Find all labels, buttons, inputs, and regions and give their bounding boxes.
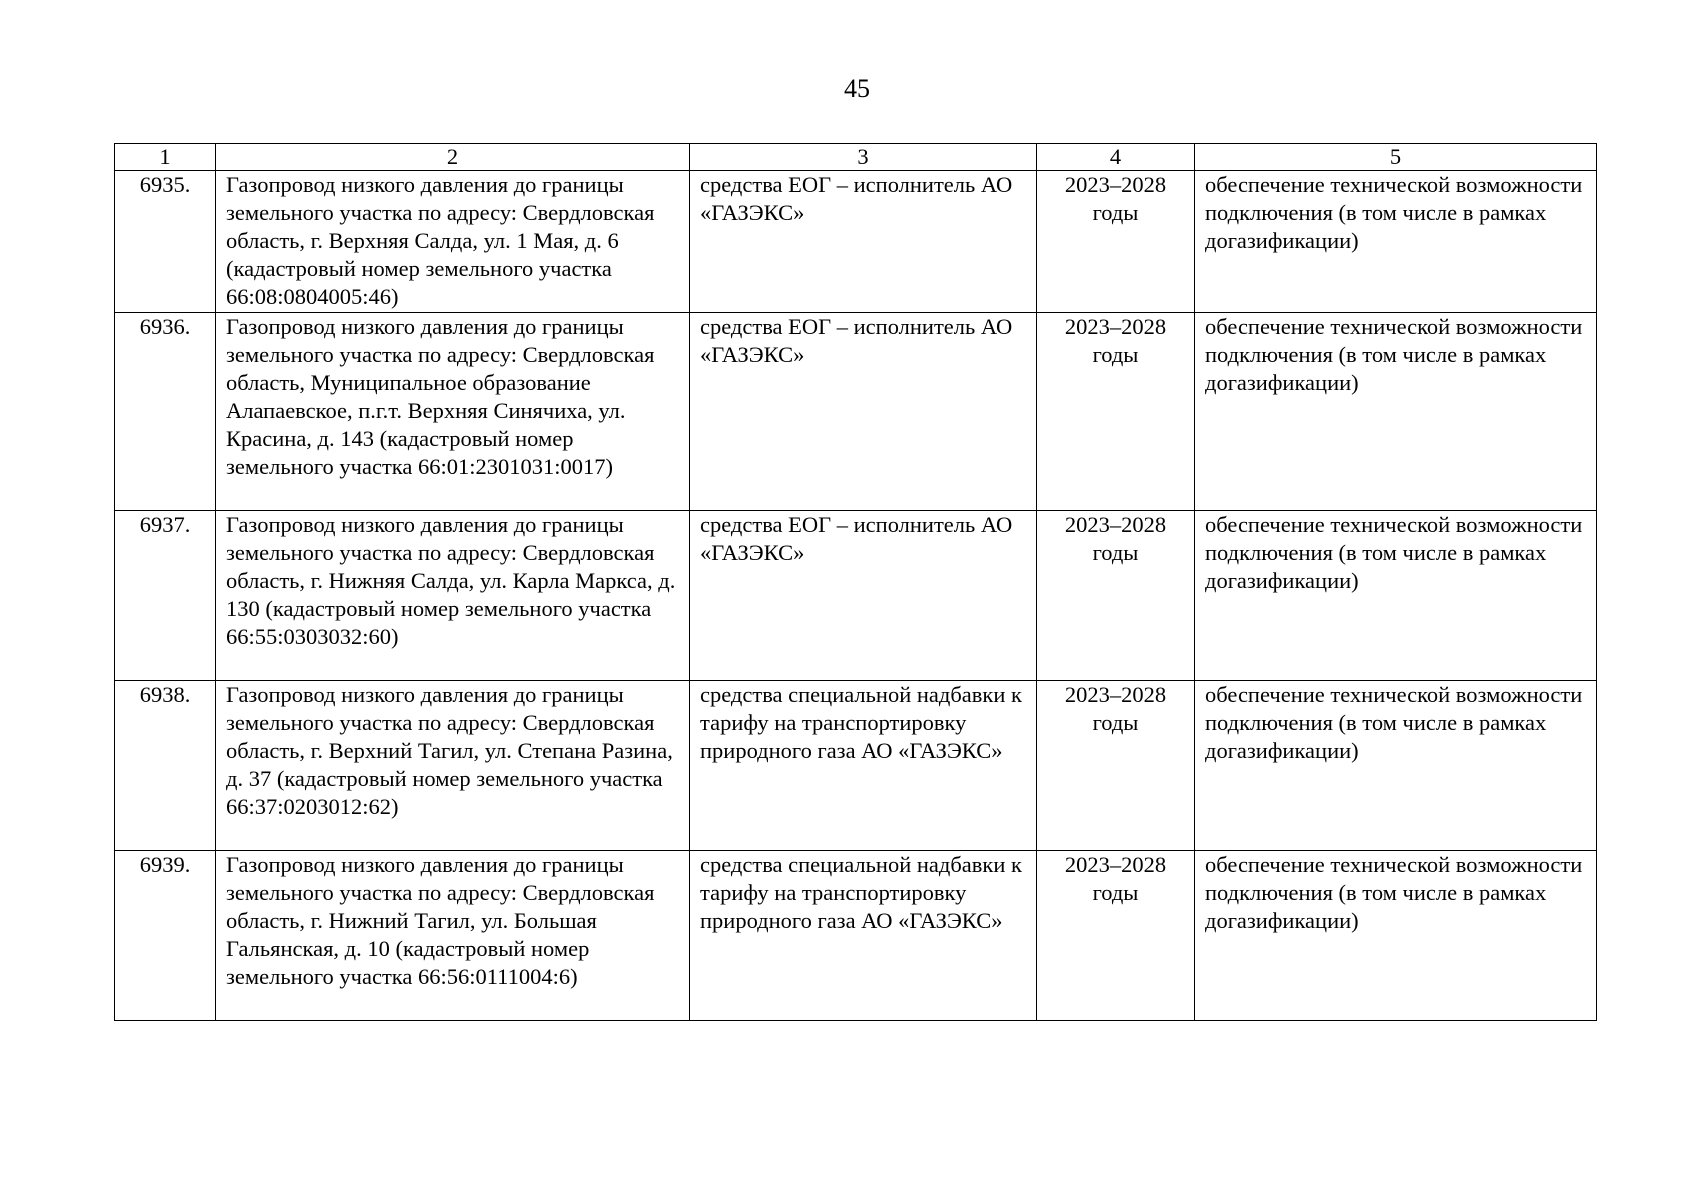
object-description-cell: Газопровод низкого давления до границы земельного участка по адресу: Свердловская область, г. Нижний Тагил, ул. Большая Гальянская, д. 10 (кадастровый номер земельного участка 66:56:0111004:6) — [216, 851, 690, 1021]
row-number-cell: 6936. — [115, 313, 216, 511]
purpose-cell: обеспечение технической возможности подключения (в том числе в рамках догазификации) — [1195, 681, 1597, 851]
funding-source-cell: средства ЕОГ – исполнитель АО «ГАЗЭКС» — [690, 313, 1037, 511]
period-cell: 2023–2028 годы — [1037, 511, 1195, 681]
purpose-cell: обеспечение технической возможности подключения (в том числе в рамках догазификации) — [1195, 511, 1597, 681]
table-row — [115, 851, 1597, 1021]
object-description-cell: Газопровод низкого давления до границы земельного участка по адресу: Свердловская область, Муниципальное образование Алапаевское, п.г.т. Верхняя Синячиха, ул. Красина, д. 143 (кадастровый номер земельного участка 66:01:2301031:0017) — [216, 313, 690, 511]
table-header-row — [115, 144, 1597, 171]
object-description-cell: Газопровод низкого давления до границы земельного участка по адресу: Свердловская область, г. Нижняя Салда, ул. Карла Маркса, д. 130 (кадастровый номер земельного участка 66:55:0303032:60) — [216, 511, 690, 681]
column-header-3: 3 — [690, 144, 1037, 171]
table-row — [115, 313, 1597, 511]
column-header-4: 4 — [1037, 144, 1195, 171]
purpose-cell: обеспечение технической возможности подключения (в том числе в рамках догазификации) — [1195, 851, 1597, 1021]
period-cell: 2023–2028 годы — [1037, 851, 1195, 1021]
period-cell: 2023–2028 годы — [1037, 313, 1195, 511]
purpose-cell: обеспечение технической возможности подключения (в том числе в рамках догазификации) — [1195, 313, 1597, 511]
funding-source-cell: средства ЕОГ – исполнитель АО «ГАЗЭКС» — [690, 511, 1037, 681]
object-description-cell: Газопровод низкого давления до границы земельного участка по адресу: Свердловская область, г. Верхний Тагил, ул. Степана Разина, д. 37 (кадастровый номер земельного участка 66:37:0203012:62) — [216, 681, 690, 851]
funding-source-cell: средства специальной надбавки к тарифу на транспортировку природного газа АО «ГАЗЭКС» — [690, 851, 1037, 1021]
funding-source-cell: средства специальной надбавки к тарифу на транспортировку природного газа АО «ГАЗЭКС» — [690, 681, 1037, 851]
table-row — [115, 511, 1597, 681]
period-cell: 2023–2028 годы — [1037, 681, 1195, 851]
funding-source-cell: средства ЕОГ – исполнитель АО «ГАЗЭКС» — [690, 171, 1037, 313]
object-description-cell: Газопровод низкого давления до границы земельного участка по адресу: Свердловская область, г. Верхняя Салда, ул. 1 Мая, д. 6 (кадастровый номер земельного участка 66:08:0804005:46) — [216, 171, 690, 313]
row-number-cell: 6939. — [115, 851, 216, 1021]
row-number-cell: 6935. — [115, 171, 216, 313]
column-header-2: 2 — [216, 144, 690, 171]
row-number-cell: 6937. — [115, 511, 216, 681]
column-header-1: 1 — [115, 144, 216, 171]
table-row — [115, 681, 1597, 851]
table-row — [115, 171, 1597, 313]
column-header-5: 5 — [1195, 144, 1597, 171]
purpose-cell: обеспечение технической возможности подключения (в том числе в рамках догазификации) — [1195, 171, 1597, 313]
register-table — [114, 143, 1597, 1021]
row-number-cell: 6938. — [115, 681, 216, 851]
period-cell: 2023–2028 годы — [1037, 171, 1195, 313]
page-number: 45 — [844, 74, 870, 103]
